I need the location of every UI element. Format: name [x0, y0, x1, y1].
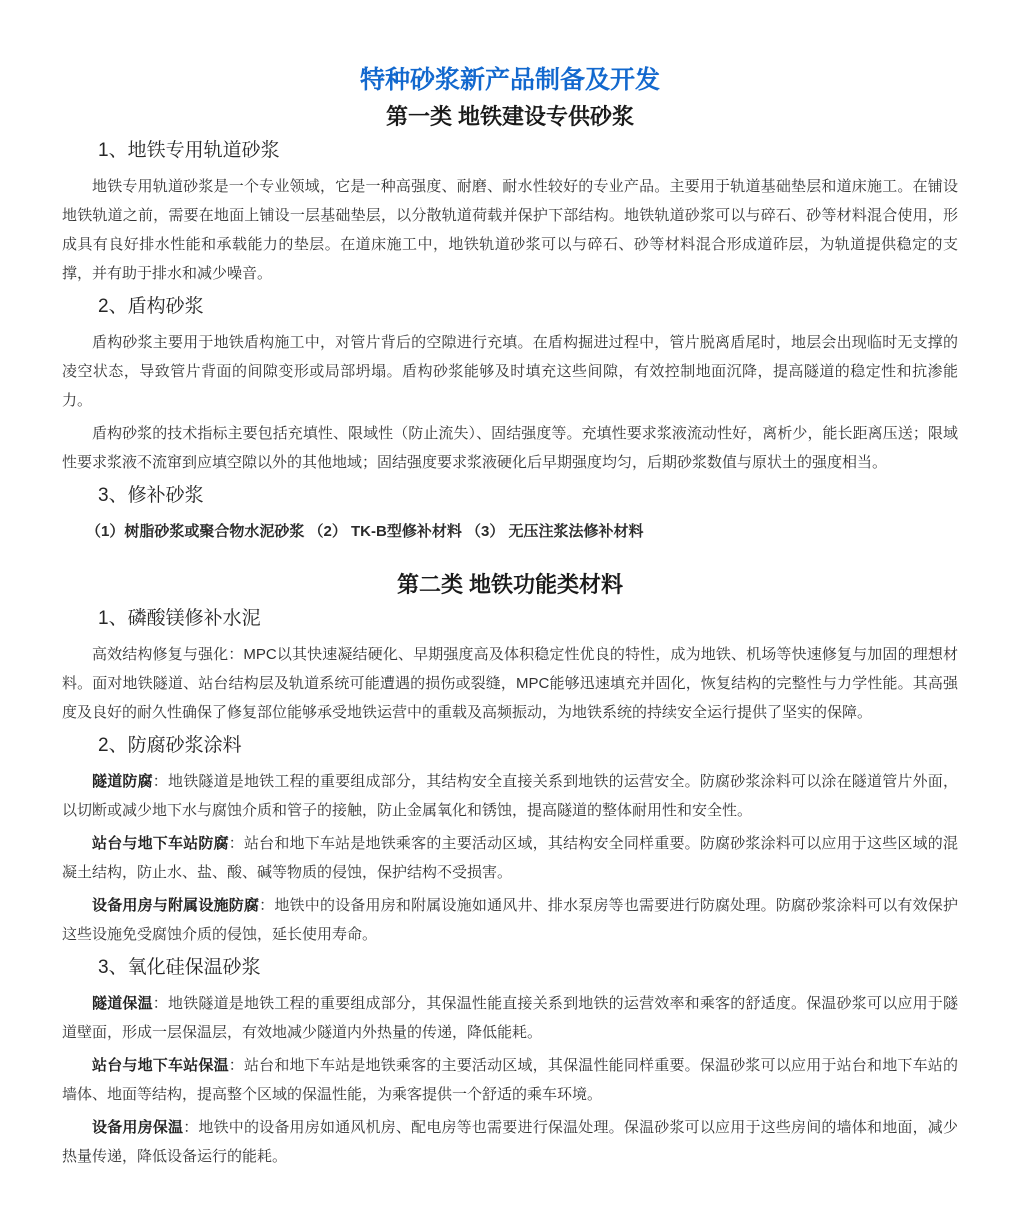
heading-mpc-cement: 1、磷酸镁修补水泥	[98, 608, 261, 629]
paragraph-text: ：地铁隧道是地铁工程的重要组成部分，其结构安全直接关系到地铁的运营安全。防腐砂浆涂料可以涂在隧道管片外面，以切断或减少地下水与腐蚀介质和管子的接触，防止金属氧化和锈蚀，提高隧道的整体耐用性和安全性。	[62, 773, 958, 819]
paragraph-text: ：地铁隧道是地铁工程的重要组成部分，其保温性能直接关系到地铁的运营效率和乘客的舒适度。保温砂浆可以应用于隧道壁面，形成一层保温层，有效地减少隧道内外热量的传递，降低能耗。	[62, 995, 958, 1041]
paragraph-bold-lead: 站台与地下车站保温	[92, 1057, 229, 1074]
paragraph-mpc: 高效结构修复与强化：MPC以其快速凝结硬化、早期强度高及体积稳定性优良的特性，成为地铁、机场等快速修复与加固的理想材料。面对地铁隧道、站台结构层及轨道系统可能遭遇的损伤或裂缝，MPC能够迅速填充并固化，恢复结构的完整性与力学性能。其高强度及良好的耐久性确保了修复部位能够承受地铁运营中的重载及高频振动，为地铁系统的持续安全运行提供了坚实的保障。	[62, 646, 958, 721]
paragraph-tunnel-insulation	[62, 989, 958, 1047]
paragraph-rail-mortar: 地铁专用轨道砂浆是一个专业领域，它是一种高强度、耐磨、耐水性较好的专业产品。主要用于轨道基础垫层和道床施工。在铺设地铁轨道之前，需要在地面上铺设一层基础垫层，以分散轨道荷载并保护下部结构。地铁轨道砂浆可以与碎石、砂等材料混合使用，形成具有良好排水性能和承载能力的垫层。在道床施工中，地铁轨道砂浆可以与碎石、砂等材料混合形成道砟层，为轨道提供稳定的支撑，并有助于排水和减少噪音。	[62, 178, 958, 282]
paragraph-text: ：地铁中的设备用房如通风机房、配电房等也需要进行保温处理。保温砂浆可以应用于这些房间的墙体和地面，减少热量传递，降低设备运行的能耗。	[62, 1119, 958, 1165]
heading-rail-mortar: 1、地铁专用轨道砂浆	[98, 140, 280, 161]
paragraph-bold-lead: 设备用房与附属设施防腐	[92, 897, 260, 914]
heading-anticorrosion-coating: 2、防腐砂浆涂料	[98, 735, 242, 756]
heading-repair-mortar: 3、修补砂浆	[98, 485, 204, 506]
paragraph-text: ：站台和地下车站是地铁乘客的主要活动区域，其保温性能同样重要。保温砂浆可以应用于站台和地下车站的墙体、地面等结构，提高整个区域的保温性能，为乘客提供一个舒适的乘车环境。	[62, 1057, 958, 1103]
paragraph-equipment-anticorrosion	[62, 891, 958, 949]
part1-heading: 第一类 地铁建设专供砂浆	[385, 104, 635, 129]
paragraph-station-insulation	[62, 1051, 958, 1109]
paragraph-equipment-insulation	[62, 1113, 958, 1171]
paragraph-bold-lead: 站台与地下车站防腐	[92, 835, 229, 852]
repair-methods-list: （1）树脂砂浆或聚合物水泥砂浆 （2） TK-B型修补材料 （3） 无压注浆法修补材料	[86, 523, 644, 540]
paragraph-shield-usage: 盾构砂浆主要用于地铁盾构施工中，对管片背后的空隙进行充填。在盾构掘进过程中，管片脱离盾尾时，地层会出现临时无支撑的凌空状态，导致管片背面的间隙变形或局部坍塌。盾构砂浆能够及时填充这些间隙，有效控制地面沉降，提高隧道的稳定性和抗渗能力。	[62, 334, 958, 409]
paragraph-bold-lead: 隧道防腐	[92, 773, 153, 790]
paragraph-text: ：地铁中的设备用房和附属设施如通风井、排水泵房等也需要进行防腐处理。防腐砂浆涂料可以有效保护这些设施免受腐蚀介质的侵蚀，延长使用寿命。	[62, 897, 958, 943]
paragraph-station-anticorrosion	[62, 829, 958, 887]
paragraph-shield-specs: 盾构砂浆的技术指标主要包括充填性、限域性（防止流失）、固结强度等。充填性要求浆液流动性好，离析少，能长距离压送；限域性要求浆液不流窜到应填空隙以外的其他地域；固结强度要求浆液硬化后早期强度均匀，后期砂浆数值与原状土的强度相当。	[62, 425, 958, 471]
paragraph-text: ：站台和地下车站是地铁乘客的主要活动区域，其结构安全同样重要。防腐砂浆涂料可以应用于这些区域的混凝土结构，防止水、盐、酸、碱等物质的侵蚀，保护结构不受损害。	[62, 835, 958, 881]
paragraph-tunnel-anticorrosion	[62, 767, 958, 825]
paragraph-bold-lead: 设备用房保温	[92, 1119, 184, 1136]
part2-heading: 第二类 地铁功能类材料	[396, 572, 624, 597]
document-title: 特种砂浆新产品制备及开发	[359, 66, 660, 94]
heading-shield-mortar: 2、盾构砂浆	[98, 296, 204, 317]
paragraph-bold-lead: 隧道保温	[92, 995, 153, 1012]
heading-thermal-mortar: 3、氧化硅保温砂浆	[98, 957, 261, 978]
